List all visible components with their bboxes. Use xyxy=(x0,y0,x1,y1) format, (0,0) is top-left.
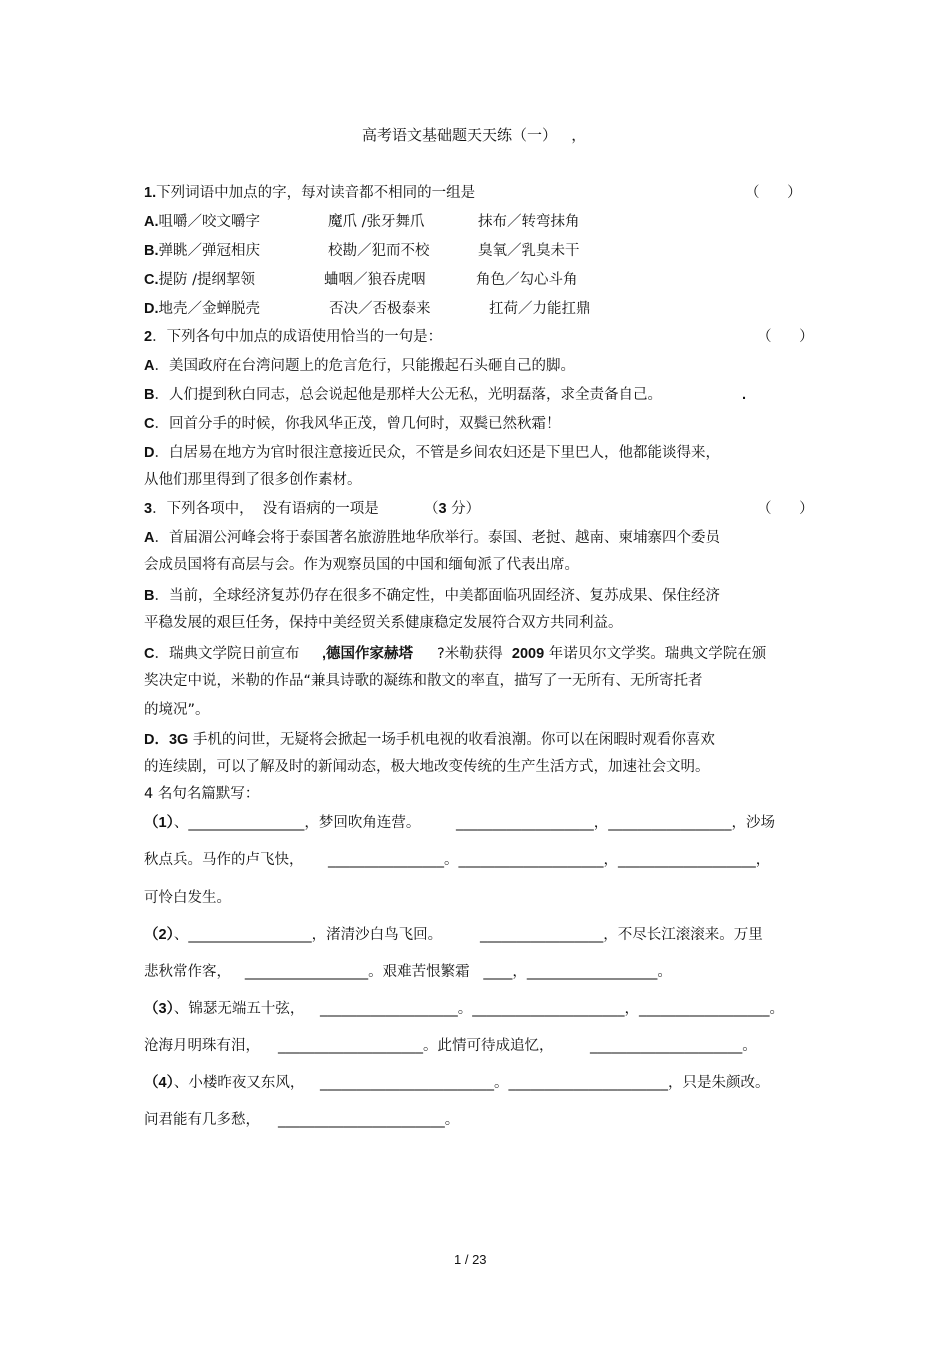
item-text: 、________________，梦回吹角连营。 xyxy=(173,815,421,831)
q4-item3-line2c: _____________________。 xyxy=(590,1038,757,1054)
q2-option-d-cont: 从他们那里得到了很多创作素材。 xyxy=(144,472,362,488)
answer-paren-3: （ ） xyxy=(757,501,814,517)
option-text: 手机的问世，无疑将会掀起一场手机电视的收看浪潮。你可以在闲暇时观看你喜欢 xyxy=(188,732,715,748)
question-3-text: ．下列各项中， 没有语病的一项是 xyxy=(152,501,379,517)
score-unit: 分） xyxy=(446,501,481,517)
q2-option-b xyxy=(144,386,662,404)
q1-option-a xyxy=(144,213,260,231)
q2-option-a xyxy=(144,357,575,375)
option-term: 弹眺／弹冠相庆 xyxy=(158,243,260,259)
q4-item2-line2: 悲秋常作客， _________________。艰难苦恨繁霜 ____，__________________。 xyxy=(144,964,672,980)
q4-item1-line2-blanks: ________________。____________________，___________________， xyxy=(328,852,771,868)
q4-item4-line2b: _______________________。 xyxy=(278,1112,460,1128)
option-term: 咀嚼／咬文嚼字 xyxy=(158,214,260,230)
option-label: B xyxy=(144,588,155,604)
option-text: ?米勒获得 xyxy=(437,646,503,662)
q1-option-b xyxy=(144,242,260,260)
q4-item2-line1-blanks: _________________，不尽长江滚滚来。万里 xyxy=(480,927,763,943)
answer-paren-1: （ ） xyxy=(745,185,802,201)
q3-option-c-cont1: 奖决定中说，米勒的作品“兼具诗歌的凝练和散文的率直，描写了一无所有、无所寄托者 xyxy=(144,673,703,689)
q3-option-c-part2 xyxy=(318,645,413,663)
question-1-stem xyxy=(144,184,475,202)
option-label: B xyxy=(144,387,155,403)
option-term: 地壳／金蝉脱壳 xyxy=(158,301,260,317)
item-number: （2） xyxy=(144,927,174,943)
option-label: D. xyxy=(144,301,159,317)
option-term: 提防 /提纲挈领 xyxy=(158,272,255,288)
option-label: C xyxy=(144,646,155,662)
q1-option-c-col3: 角色／勾心斗角 xyxy=(476,272,578,288)
question-3-number: 3 xyxy=(144,501,153,517)
q3-option-b xyxy=(144,587,720,605)
q1-option-d-col2: 否决／否极泰来 xyxy=(329,301,431,317)
q4-item3-line1-blanks: ___________________。_____________________，__________________。 xyxy=(320,1001,784,1017)
q1-option-d xyxy=(144,300,260,318)
q1-option-a-col2: 魔爪 /张牙舞爪 xyxy=(328,214,425,230)
q2-option-c xyxy=(144,415,560,433)
q3-option-c xyxy=(144,645,299,663)
question-1-text: 下列词语中加点的字，每对读音都不相同的一组是 xyxy=(156,185,476,201)
q1-option-c-col2: 蛐咽／狼吞虎咽 xyxy=(324,272,426,288)
question-2-text: ．下列各句中加点的成语使用恰当的一句是： xyxy=(152,329,443,345)
option-text: ．当前，全球经济复苏仍存在很多不确定性，中美都面临巩固经济、复苏成果、保住经济 xyxy=(154,588,720,604)
question-2-number: 2 xyxy=(144,329,153,345)
q3-option-d xyxy=(144,731,715,749)
page-number: 1 / 23 xyxy=(454,1252,487,1267)
q4-item1-line2a: 秋点兵。马作的卢飞快， xyxy=(144,852,304,868)
option-text: ．美国政府在台湾问题上的危言危行，只能搬起石头砸自己的脚。 xyxy=(154,358,575,374)
item-text: 、小楼昨夜又东风， xyxy=(173,1075,305,1091)
q3-option-c-cont2: 的境况”。 xyxy=(144,702,210,718)
q3-option-a xyxy=(144,529,720,547)
option-text: ．白居易在地方为官时很注意接近民众，不管是乡间农妇还是下里巴人，他都能谈得来， xyxy=(154,445,720,461)
question-2-stem xyxy=(144,328,442,346)
q3-option-b-cont: 平稳发展的艰巨任务，保持中美经贸关系健康稳定发展符合双方共同利益。 xyxy=(144,615,623,631)
score-open: （ xyxy=(424,501,439,517)
option-label: C. xyxy=(144,272,159,288)
q4-item3-line2b: ____________________。此情可待成追忆， xyxy=(278,1038,554,1054)
q1-option-b-col2: 校勘／犯而不校 xyxy=(328,243,430,259)
question-3-stem xyxy=(144,500,379,518)
option-text: 年诺贝尔文学奖。瑞典文学院在颁 xyxy=(544,646,767,662)
q4-item2-line1 xyxy=(144,926,442,944)
option-label: D xyxy=(144,445,155,461)
score-value: 3 xyxy=(438,501,447,517)
item-number: （4） xyxy=(144,1075,174,1091)
item-text: 、_________________，渚清沙白鸟飞回。 xyxy=(173,927,443,943)
page-title: 高考语文基础题天天练（一） ， xyxy=(362,126,587,144)
q3-option-c-part3 xyxy=(437,645,766,663)
q4-item1-line1-blanks: ___________________，_________________，沙场 xyxy=(456,815,775,831)
q4-item3-line2a: 沧海月明珠有泪， xyxy=(144,1038,260,1054)
q2-option-d xyxy=(144,444,720,462)
question-4-heading: 4 名句名篇默写： xyxy=(144,786,260,802)
item-number: （3） xyxy=(144,1001,174,1017)
option-text: ．瑞典文学院日前宣布 xyxy=(154,646,300,662)
option-label: B. xyxy=(144,243,159,259)
option-label: D xyxy=(144,732,155,748)
q3-option-a-cont: 会成员国将有高层与会。作为观察员国的中国和缅甸派了代表出席。 xyxy=(144,557,579,573)
option-label: A xyxy=(144,530,155,546)
q4-item4-line2a: 问君能有几多愁， xyxy=(144,1112,260,1128)
q4-item1-line3: 可怜白发生。 xyxy=(144,890,231,906)
q1-option-d-col3: 扛荷／力能扛鼎 xyxy=(489,301,591,317)
item-number: （1） xyxy=(144,815,174,831)
q4-item3-line1 xyxy=(144,1000,304,1018)
q4-item4-line1-blanks: ________________________。______________________，只是朱颜改。 xyxy=(320,1075,770,1091)
option-text-bold: ．3G xyxy=(154,732,189,748)
question-1-number: 1. xyxy=(144,185,157,201)
item-text: 、锦瑟无端五十弦， xyxy=(173,1001,305,1017)
q4-item4-line1 xyxy=(144,1074,304,1092)
q1-option-a-col3: 抹布／转弯抹角 xyxy=(478,214,580,230)
option-text-bold: ,德国作家赫塔 xyxy=(318,646,414,662)
question-3-score xyxy=(424,500,480,518)
q1-option-b-col3: 臭氧／乳臭未干 xyxy=(478,243,580,259)
option-label: C xyxy=(144,416,155,432)
answer-paren-2: （ ） xyxy=(757,329,814,345)
award-year: 2009 xyxy=(511,646,545,662)
option-text: ．首届湄公河峰会将于泰国著名旅游胜地华欣举行。泰国、老挝、越南、柬埔寨四个委员 xyxy=(154,530,720,546)
option-label: A. xyxy=(144,214,159,230)
q1-option-c xyxy=(144,271,255,289)
q3-option-d-cont: 的连续剧，可以了解及时的新闻动态，极大地改变传统的生产生活方式，加速社会文明。 xyxy=(144,759,710,775)
option-label: A xyxy=(144,358,155,374)
option-text: ．人们提到秋白同志，总会说起他是那样大公无私，光明磊落，求全责备自己。 xyxy=(154,387,662,403)
q4-item1-line1 xyxy=(144,814,420,832)
option-text: ．回首分手的时候，你我风华正茂，曾几何时，双鬓已然秋霜！ xyxy=(154,416,561,432)
stray-dot: . xyxy=(742,387,747,403)
